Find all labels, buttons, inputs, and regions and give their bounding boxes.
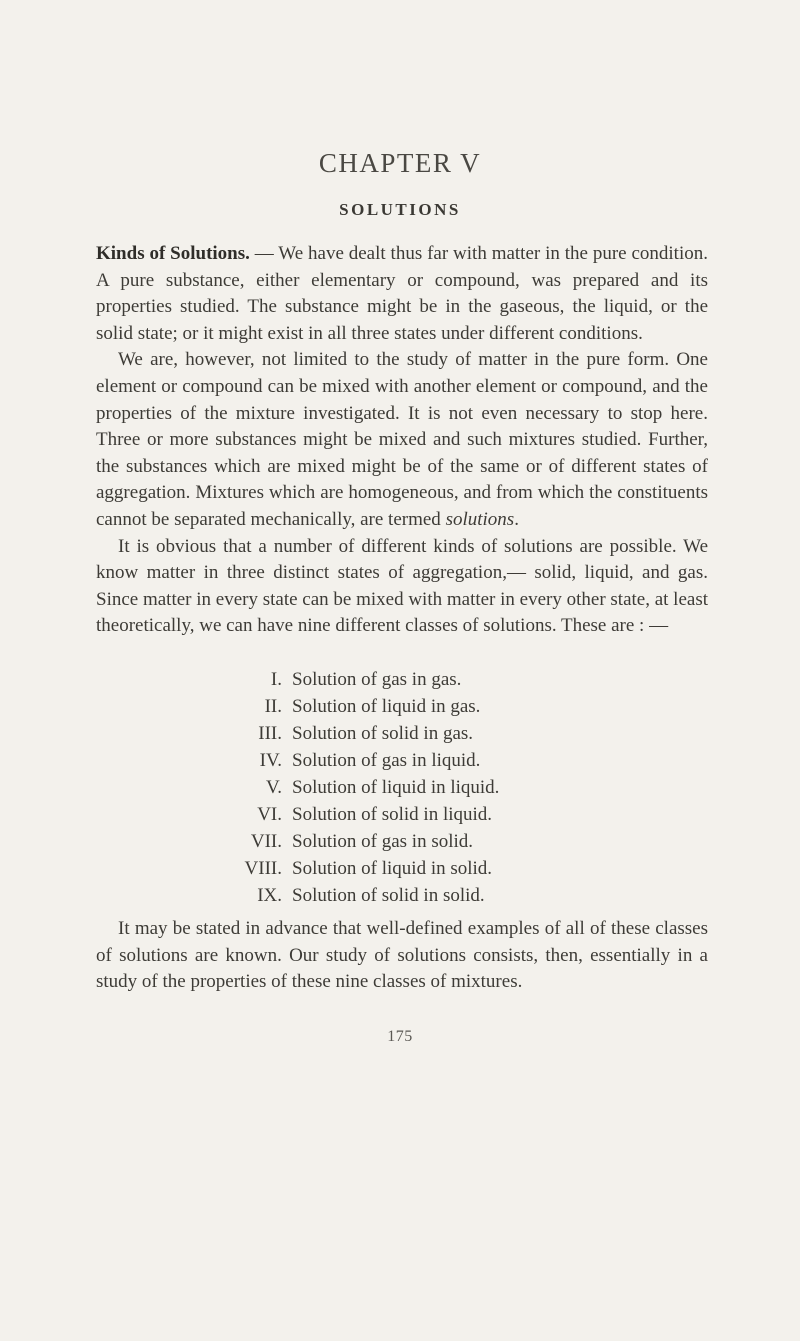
paragraph-1-text: — We have dealt thus far with matter in the pure condition. A pure substance, either elementary or compound, was prepared and its properties studied. The substance might be in the gaseous, the liquid, or the solid state; or it might exist in all three states under different conditions. [96, 243, 708, 344]
list-numeral: V. [265, 777, 282, 798]
list-numeral: II. [264, 696, 282, 717]
paragraph-1 [96, 241, 708, 347]
paragraph-3: It is obvious that a number of different kinds of solutions are possible. We know matter in three distinct states of aggregation,— solid, liquid, and gas. Since matter in every state can be mixed with matter in every other state, at least theoretically, we can have nine different classes of solutions. These are : — [96, 535, 708, 637]
list-numeral: I. [270, 669, 282, 690]
list-text: Solution of gas in liquid. [292, 750, 481, 771]
list-text: Solution of liquid in liquid. [292, 777, 500, 798]
closing-paragraph: It may be stated in advance that well-defined examples of all of these classes of solutions are known. Our study of solutions consists, then, essentially in a study of the properties of these nine classes of mixtures. [96, 918, 708, 993]
paragraph-2-end: . [514, 508, 519, 530]
list-item [244, 666, 664, 693]
list-item [244, 720, 664, 747]
defined-term: solutions [445, 508, 515, 530]
list-item [244, 828, 664, 855]
list-item [244, 855, 664, 882]
list-text: Solution of liquid in solid. [292, 858, 493, 879]
paragraph-2-text: We are, however, not limited to the study of matter in the pure form. One element or compound can be mixed with another element or compound, and the properties of the mixture investigated. It is not even necessary to stop here. Three or more substances might be mixed and such mixtures studied. Further, the substances which are mixed might be of the same or of different states of aggregation. Mixtures which are homogeneous, and from which the constituents cannot be separated mechanically, are termed [96, 349, 708, 530]
list-numeral: VII. [250, 831, 282, 852]
list-item [244, 693, 664, 720]
solution-classes-list [244, 666, 664, 909]
list-text: Solution of solid in solid. [292, 885, 485, 906]
list-text: Solution of gas in gas. [292, 669, 462, 690]
list-text: Solution of gas in solid. [292, 831, 474, 852]
list-numeral: IX. [257, 885, 282, 906]
list-item [244, 882, 664, 909]
list-numeral: VI. [257, 804, 282, 825]
list-item [244, 801, 664, 828]
list-item [244, 774, 664, 801]
list-numeral: VIII. [244, 858, 282, 879]
list-numeral: III. [258, 723, 282, 744]
list-numeral: IV. [259, 750, 282, 771]
run-in-heading: Kinds of Solutions. [96, 243, 250, 264]
list-item [244, 747, 664, 774]
section-title: SOLUTIONS [339, 200, 461, 219]
closing-text [96, 916, 708, 996]
page-number: 175 [387, 1028, 413, 1045]
list-text: Solution of solid in liquid. [292, 804, 493, 825]
list-text: Solution of liquid in gas. [292, 696, 481, 717]
list-text: Solution of solid in gas. [292, 723, 474, 744]
chapter-heading: CHAPTER V [318, 148, 482, 178]
body-text [96, 241, 708, 640]
paragraph-2 [96, 347, 708, 533]
